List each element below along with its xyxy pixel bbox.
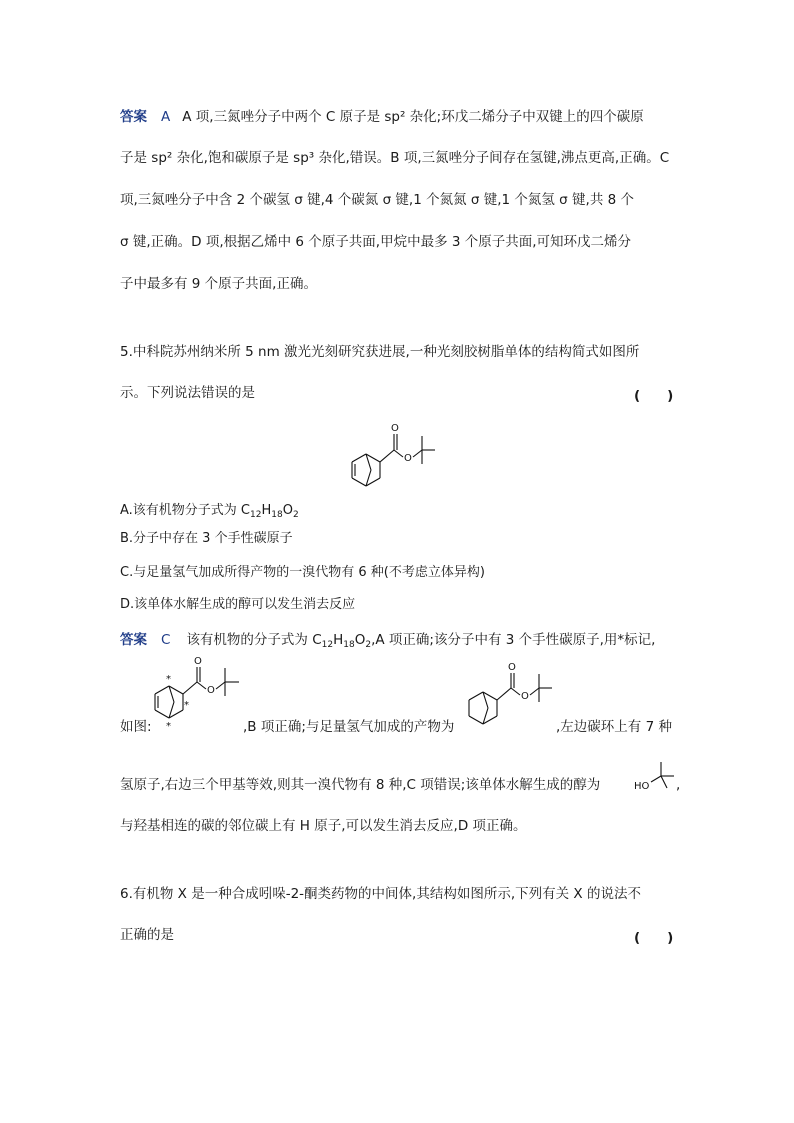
q4-answer-line-2: 子是 sp² 杂化,饱和碳原子是 sp³ 杂化,错误。B 项,三氮唑分子间存在氢键,沸点更高,正确。C	[120, 150, 670, 166]
q5-chiral-structure-diagram	[148, 656, 248, 732]
answer-blank: ( )	[634, 388, 674, 404]
atom-label: HO	[634, 781, 650, 792]
q5-answer-line-2a: 如图:	[120, 719, 152, 735]
option-b: B.分子中存在 3 个手性碳原子	[120, 531, 293, 546]
q4-answer-line-4: σ 键,正确。D 项,根据乙烯中 6 个原子共面,甲烷中最多 3 个原子共面,可知环戊二烯分	[120, 234, 632, 250]
answer-label: 答案	[120, 109, 147, 125]
q5-hydrogenated-product-diagram	[462, 660, 558, 736]
q6-stem-line-1: 6.有机物 X 是一种合成吲哚-2-酮类药物的中间体,其结构如图所示,下列有关 X 的说法不	[120, 886, 641, 902]
q4-answer-line-5: 子中最多有 9 个原子共面,正确。	[120, 276, 317, 292]
answer-letter: A	[161, 109, 171, 125]
option-a: A.该有机物分子式为 $C_{12}H_{18}O_2$	[120, 503, 299, 520]
atom-label: O	[207, 685, 215, 696]
chiral-star: *	[184, 700, 189, 711]
q4-answer-line-1	[120, 108, 644, 126]
chiral-star: *	[166, 721, 171, 732]
chiral-star: *	[166, 674, 171, 685]
tert-butanol-diagram	[634, 758, 680, 794]
answer-label: 答案	[120, 632, 147, 648]
answer-letter: C	[161, 632, 171, 648]
atom-label: O	[404, 453, 412, 464]
option-c: C.与足量氢气加成所得产物的一溴代物有 6 种(不考虑立体异构)	[120, 565, 485, 580]
q5-structure-diagram	[345, 420, 445, 490]
option-d: D.该单体水解生成的醇可以发生消去反应	[120, 597, 356, 612]
q4-answer-line-3: 项,三氮唑分子中含 2 个碳氢 σ 键,4 个碳氮 σ 键,1 个氮氮 σ 键,1 个氮氢 σ 键,共 8 个	[120, 192, 634, 208]
q5-answer-line-3: 氢原子,右边三个甲基等效,则其一溴代物有 8 种,C 项错误;该单体水解生成的醇为	[120, 777, 601, 793]
q5-answer-line-1: 答案 C 该有机物的分子式为 $C_{12}H_{18}O_2,A$ 项正确;该分子中有 3 个手性碳原子,用*标记,	[120, 632, 656, 650]
atom-label: O	[508, 662, 516, 673]
atom-label: O	[391, 423, 399, 434]
q5-answer-line-3-end: ,	[676, 777, 681, 793]
q5-answer-line-4: 与羟基相连的碳的邻位碳上有 H 原子,可以发生消去反应,D 项正确。	[120, 818, 527, 834]
atom-label: O	[194, 656, 202, 667]
answer-text: A 项,三氮唑分子中两个 C 原子是 sp² 杂化;环戊二烯分子中双键上的四个碳原	[182, 109, 644, 125]
q5-stem-line-2: 示。下列说法错误的是	[120, 385, 255, 401]
q5-answer-line-2c: ,左边碳环上有 7 种	[556, 719, 672, 735]
answer-blank: ( )	[634, 930, 674, 946]
q5-stem-line-1: 5.中科院苏州纳米所 5 nm 激光光刻研究获进展,一种光刻胶树脂单体的结构简式如图所	[120, 344, 640, 360]
atom-label: O	[521, 691, 529, 702]
q6-stem-line-2: 正确的是	[120, 927, 174, 943]
q5-answer-line-2b: ,B 项正确;与足量氢气加成的产物为	[243, 719, 455, 735]
